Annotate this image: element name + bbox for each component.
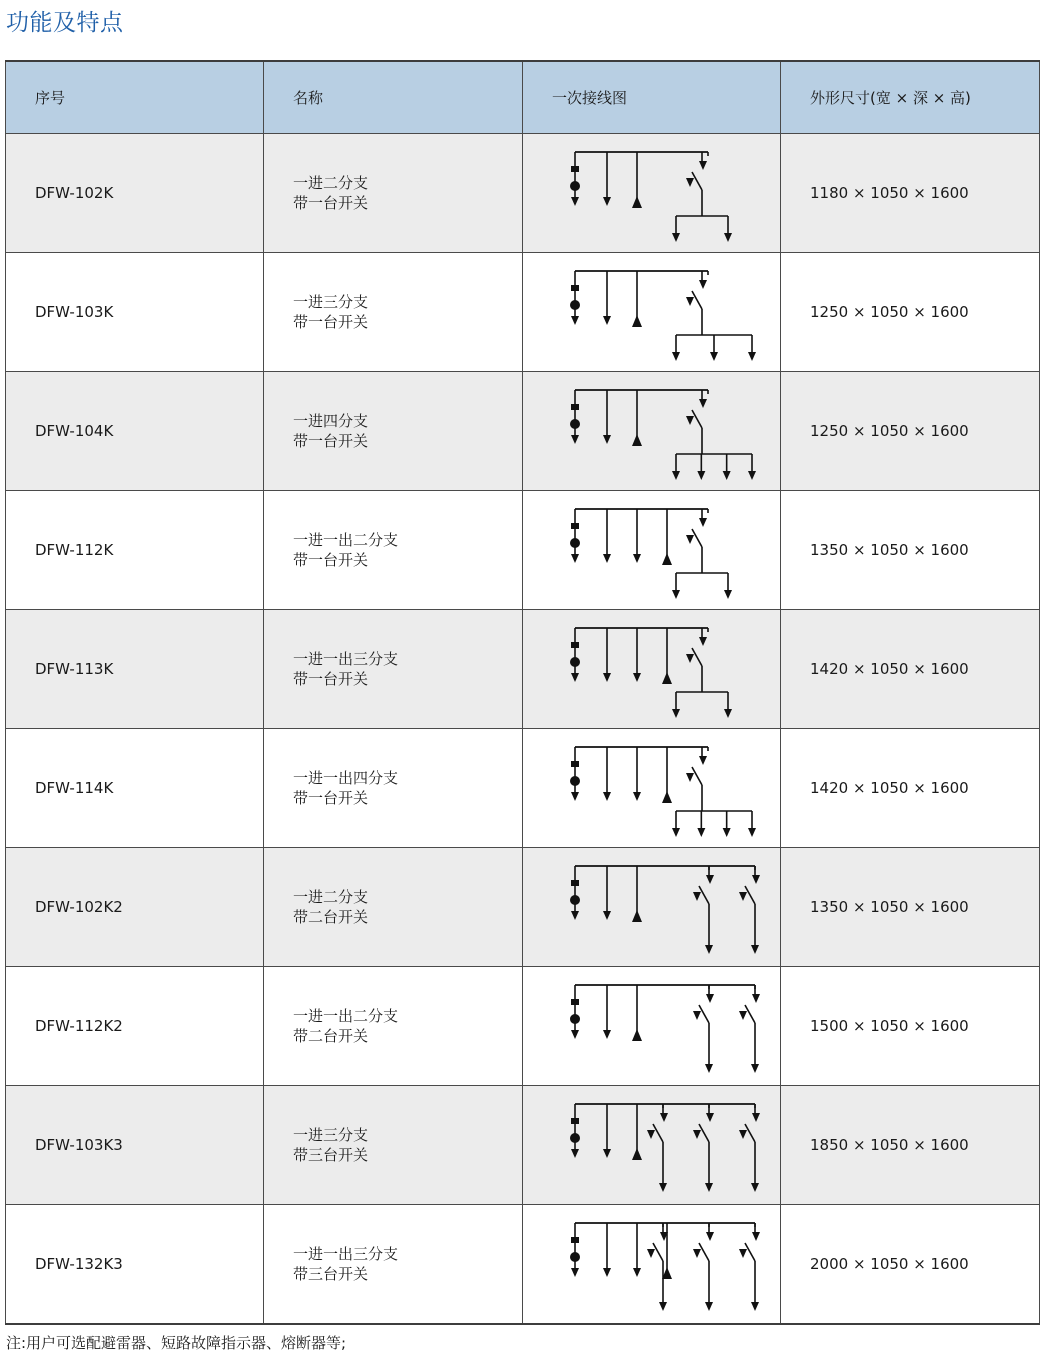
cell-diagram xyxy=(523,1204,781,1324)
cell-size: 1420 × 1050 × 1600 xyxy=(781,609,1040,728)
cell-name xyxy=(264,371,523,490)
output-arrow-icon xyxy=(723,828,731,837)
single-line-diagram xyxy=(570,866,760,954)
wiring-diagram xyxy=(523,491,781,609)
output-arrow-icon xyxy=(724,590,732,599)
table-row xyxy=(6,609,1040,728)
switch-arrow-icon xyxy=(706,1232,714,1241)
single-line-diagram xyxy=(570,509,732,599)
branch-arrow-icon xyxy=(603,792,611,801)
name-line-1: 一进三分支 xyxy=(293,292,369,311)
cell-size: 1350 × 1050 × 1600 xyxy=(781,490,1040,609)
output-arrow-icon xyxy=(705,945,713,954)
earth-arrow-icon xyxy=(686,178,694,187)
branch-arrow-icon xyxy=(603,197,611,206)
earth-arrow-icon xyxy=(647,1130,655,1139)
incoming-arrow-icon xyxy=(571,197,579,206)
output-arrow-icon xyxy=(659,1302,667,1311)
output-arrow-icon xyxy=(724,233,732,242)
name-line-2: 带一台开关 xyxy=(293,312,369,331)
table-row xyxy=(6,847,1040,966)
single-line-diagram xyxy=(570,271,756,361)
earth-arrow-icon xyxy=(693,1011,701,1020)
table-row xyxy=(6,490,1040,609)
breaker-dot-icon xyxy=(570,895,580,905)
cell-diagram xyxy=(523,371,781,490)
cell-code: DFW-104K xyxy=(6,371,264,490)
incoming-arrow-icon xyxy=(571,911,579,920)
name-line-2: 带三台开关 xyxy=(293,1264,369,1283)
fuse-icon xyxy=(571,523,579,529)
output-arrow-icon xyxy=(751,1064,759,1073)
cell-diagram xyxy=(523,252,781,371)
output-arrow-icon xyxy=(705,1183,713,1192)
output-arrow-icon xyxy=(672,352,680,361)
cell-code: DFW-132K3 xyxy=(6,1204,264,1324)
branch-arrow-icon xyxy=(603,911,611,920)
header-code: 序号 xyxy=(6,61,264,133)
header-size: 外形尺寸(宽 × 深 × 高) xyxy=(781,61,1040,133)
single-line-diagram xyxy=(570,1223,760,1311)
breaker-dot-icon xyxy=(570,657,580,667)
output-arrow-icon xyxy=(672,590,680,599)
cell-size: 2000 × 1050 × 1600 xyxy=(781,1204,1040,1324)
header-name: 名称 xyxy=(264,61,523,133)
output-arrow-icon xyxy=(724,709,732,718)
output-arrow-icon xyxy=(659,1183,667,1192)
breaker-dot-icon xyxy=(570,1014,580,1024)
branch-arrow-icon xyxy=(603,316,611,325)
name-line-1: 一进二分支 xyxy=(293,173,369,192)
cell-size: 1250 × 1050 × 1600 xyxy=(781,252,1040,371)
name-line-1: 一进三分支 xyxy=(293,1125,369,1144)
earth-arrow-icon xyxy=(693,892,701,901)
output-arrow-icon xyxy=(705,1064,713,1073)
fuse-icon xyxy=(571,880,579,886)
breaker-dot-icon xyxy=(570,300,580,310)
breaker-dot-icon xyxy=(570,419,580,429)
arrester-icon xyxy=(662,553,672,565)
branch-arrow-icon xyxy=(603,435,611,444)
wiring-diagram xyxy=(523,372,781,490)
switch-arrow-icon xyxy=(699,518,707,527)
name-line-1: 一进四分支 xyxy=(293,411,369,430)
arrester-icon xyxy=(632,434,642,446)
arrester-icon xyxy=(632,1029,642,1041)
output-arrow-icon xyxy=(705,1302,713,1311)
output-arrow-icon xyxy=(697,471,705,480)
output-arrow-icon xyxy=(748,828,756,837)
earth-arrow-icon xyxy=(739,1249,747,1258)
branch-arrow-icon xyxy=(603,1149,611,1158)
branch-arrow-icon xyxy=(633,1268,641,1277)
wiring-diagram xyxy=(523,848,781,966)
switch-arrow-icon xyxy=(699,756,707,765)
cell-size: 1850 × 1050 × 1600 xyxy=(781,1085,1040,1204)
wiring-diagram xyxy=(523,134,781,252)
cell-name xyxy=(264,490,523,609)
cell-code: DFW-103K xyxy=(6,252,264,371)
fuse-icon xyxy=(571,1237,579,1243)
cell-name xyxy=(264,728,523,847)
switch-arrow-icon xyxy=(706,875,714,884)
name-line-1: 一进一出三分支 xyxy=(293,649,399,668)
branch-arrow-icon xyxy=(603,554,611,563)
single-line-diagram xyxy=(570,628,732,718)
switch-arrow-icon xyxy=(706,1113,714,1122)
cell-size: 1500 × 1050 × 1600 xyxy=(781,966,1040,1085)
output-arrow-icon xyxy=(748,352,756,361)
fuse-icon xyxy=(571,642,579,648)
arrester-icon xyxy=(632,315,642,327)
incoming-arrow-icon xyxy=(571,554,579,563)
arrester-icon xyxy=(662,791,672,803)
wiring-diagram xyxy=(523,1086,781,1204)
footnote: 注:用户可选配避雷器、短路故障指示器、熔断器等; xyxy=(6,1334,347,1352)
wiring-diagram xyxy=(523,610,781,728)
table-row xyxy=(6,1204,1040,1324)
name-line-2: 带二台开关 xyxy=(293,1026,369,1045)
switch-arrow-icon xyxy=(660,1113,668,1122)
name-line-2: 带一台开关 xyxy=(293,193,369,212)
branch-arrow-icon xyxy=(603,1268,611,1277)
fuse-icon xyxy=(571,285,579,291)
cell-name xyxy=(264,609,523,728)
cell-name xyxy=(264,847,523,966)
single-line-diagram xyxy=(570,747,756,837)
cell-diagram xyxy=(523,966,781,1085)
cell-diagram xyxy=(523,728,781,847)
header-diagram: 一次接线图 xyxy=(523,61,781,133)
single-line-diagram xyxy=(570,152,732,242)
fuse-icon xyxy=(571,166,579,172)
fuse-icon xyxy=(571,1118,579,1124)
earth-arrow-icon xyxy=(686,297,694,306)
earth-arrow-icon xyxy=(647,1249,655,1258)
cell-diagram xyxy=(523,133,781,252)
branch-arrow-icon xyxy=(633,792,641,801)
switch-arrow-icon xyxy=(699,161,707,170)
earth-arrow-icon xyxy=(739,892,747,901)
table-row xyxy=(6,252,1040,371)
name-line-2: 带一台开关 xyxy=(293,669,369,688)
name-line-2: 带一台开关 xyxy=(293,788,369,807)
table-row xyxy=(6,371,1040,490)
page-title: 功能及特点 xyxy=(6,10,124,36)
output-arrow-icon xyxy=(672,233,680,242)
cell-code: DFW-114K xyxy=(6,728,264,847)
breaker-dot-icon xyxy=(570,1252,580,1262)
table-row xyxy=(6,133,1040,252)
earth-arrow-icon xyxy=(686,416,694,425)
cell-size: 1420 × 1050 × 1600 xyxy=(781,728,1040,847)
name-line-1: 一进一出四分支 xyxy=(293,768,399,787)
cell-diagram xyxy=(523,847,781,966)
switch-arrow-icon xyxy=(706,994,714,1003)
branch-arrow-icon xyxy=(603,1030,611,1039)
name-line-1: 一进二分支 xyxy=(293,887,369,906)
cell-name xyxy=(264,1204,523,1324)
cell-size: 1180 × 1050 × 1600 xyxy=(781,133,1040,252)
name-line-2: 带一台开关 xyxy=(293,550,369,569)
fuse-icon xyxy=(571,761,579,767)
switch-arrow-icon xyxy=(752,1113,760,1122)
breaker-dot-icon xyxy=(570,776,580,786)
cell-size: 1350 × 1050 × 1600 xyxy=(781,847,1040,966)
earth-arrow-icon xyxy=(686,773,694,782)
incoming-arrow-icon xyxy=(571,1268,579,1277)
incoming-arrow-icon xyxy=(571,792,579,801)
switch-arrow-icon xyxy=(699,637,707,646)
cell-name xyxy=(264,1085,523,1204)
table-row xyxy=(6,966,1040,1085)
name-line-1: 一进一出二分支 xyxy=(293,530,399,549)
cell-name xyxy=(264,252,523,371)
cell-diagram xyxy=(523,490,781,609)
switch-arrow-icon xyxy=(752,875,760,884)
output-arrow-icon xyxy=(697,828,705,837)
spec-table xyxy=(5,60,1040,1325)
branch-arrow-icon xyxy=(633,554,641,563)
name-line-2: 带一台开关 xyxy=(293,431,369,450)
wiring-diagram xyxy=(523,967,781,1085)
table-row xyxy=(6,728,1040,847)
cell-code: DFW-102K xyxy=(6,133,264,252)
earth-arrow-icon xyxy=(693,1130,701,1139)
single-line-diagram xyxy=(570,1104,760,1192)
table-header-row xyxy=(6,61,1040,133)
switch-arrow-icon xyxy=(752,994,760,1003)
cell-code: DFW-103K3 xyxy=(6,1085,264,1204)
incoming-arrow-icon xyxy=(571,673,579,682)
incoming-arrow-icon xyxy=(571,435,579,444)
cell-diagram xyxy=(523,1085,781,1204)
cell-size: 1250 × 1050 × 1600 xyxy=(781,371,1040,490)
cell-code: DFW-112K xyxy=(6,490,264,609)
cell-code: DFW-113K xyxy=(6,609,264,728)
wiring-diagram xyxy=(523,253,781,371)
output-arrow-icon xyxy=(672,471,680,480)
name-line-1: 一进一出三分支 xyxy=(293,1244,399,1263)
arrester-icon xyxy=(662,672,672,684)
single-line-diagram xyxy=(570,985,760,1073)
name-line-2: 带三台开关 xyxy=(293,1145,369,1164)
breaker-dot-icon xyxy=(570,538,580,548)
single-line-diagram xyxy=(570,390,756,480)
earth-arrow-icon xyxy=(739,1011,747,1020)
earth-arrow-icon xyxy=(693,1249,701,1258)
switch-arrow-icon xyxy=(699,399,707,408)
arrester-icon xyxy=(632,910,642,922)
switch-arrow-icon xyxy=(699,280,707,289)
output-arrow-icon xyxy=(723,471,731,480)
cell-name xyxy=(264,966,523,1085)
arrester-icon xyxy=(632,196,642,208)
wiring-diagram xyxy=(523,729,781,847)
earth-arrow-icon xyxy=(739,1130,747,1139)
wiring-diagram xyxy=(523,1205,781,1323)
incoming-arrow-icon xyxy=(571,316,579,325)
output-arrow-icon xyxy=(751,1302,759,1311)
switch-arrow-icon xyxy=(752,1232,760,1241)
table-body xyxy=(6,133,1040,1324)
output-arrow-icon xyxy=(751,945,759,954)
cell-code: DFW-102K2 xyxy=(6,847,264,966)
name-line-2: 带二台开关 xyxy=(293,907,369,926)
output-arrow-icon xyxy=(710,352,718,361)
cell-diagram xyxy=(523,609,781,728)
output-arrow-icon xyxy=(672,828,680,837)
fuse-icon xyxy=(571,999,579,1005)
output-arrow-icon xyxy=(748,471,756,480)
output-arrow-icon xyxy=(751,1183,759,1192)
incoming-arrow-icon xyxy=(571,1030,579,1039)
arrester-icon xyxy=(632,1148,642,1160)
output-arrow-icon xyxy=(672,709,680,718)
cell-code: DFW-112K2 xyxy=(6,966,264,1085)
table-row xyxy=(6,1085,1040,1204)
branch-arrow-icon xyxy=(633,673,641,682)
earth-arrow-icon xyxy=(686,654,694,663)
breaker-dot-icon xyxy=(570,181,580,191)
breaker-dot-icon xyxy=(570,1133,580,1143)
earth-arrow-icon xyxy=(686,535,694,544)
cell-name xyxy=(264,133,523,252)
branch-arrow-icon xyxy=(603,673,611,682)
name-line-1: 一进一出二分支 xyxy=(293,1006,399,1025)
fuse-icon xyxy=(571,404,579,410)
incoming-arrow-icon xyxy=(571,1149,579,1158)
